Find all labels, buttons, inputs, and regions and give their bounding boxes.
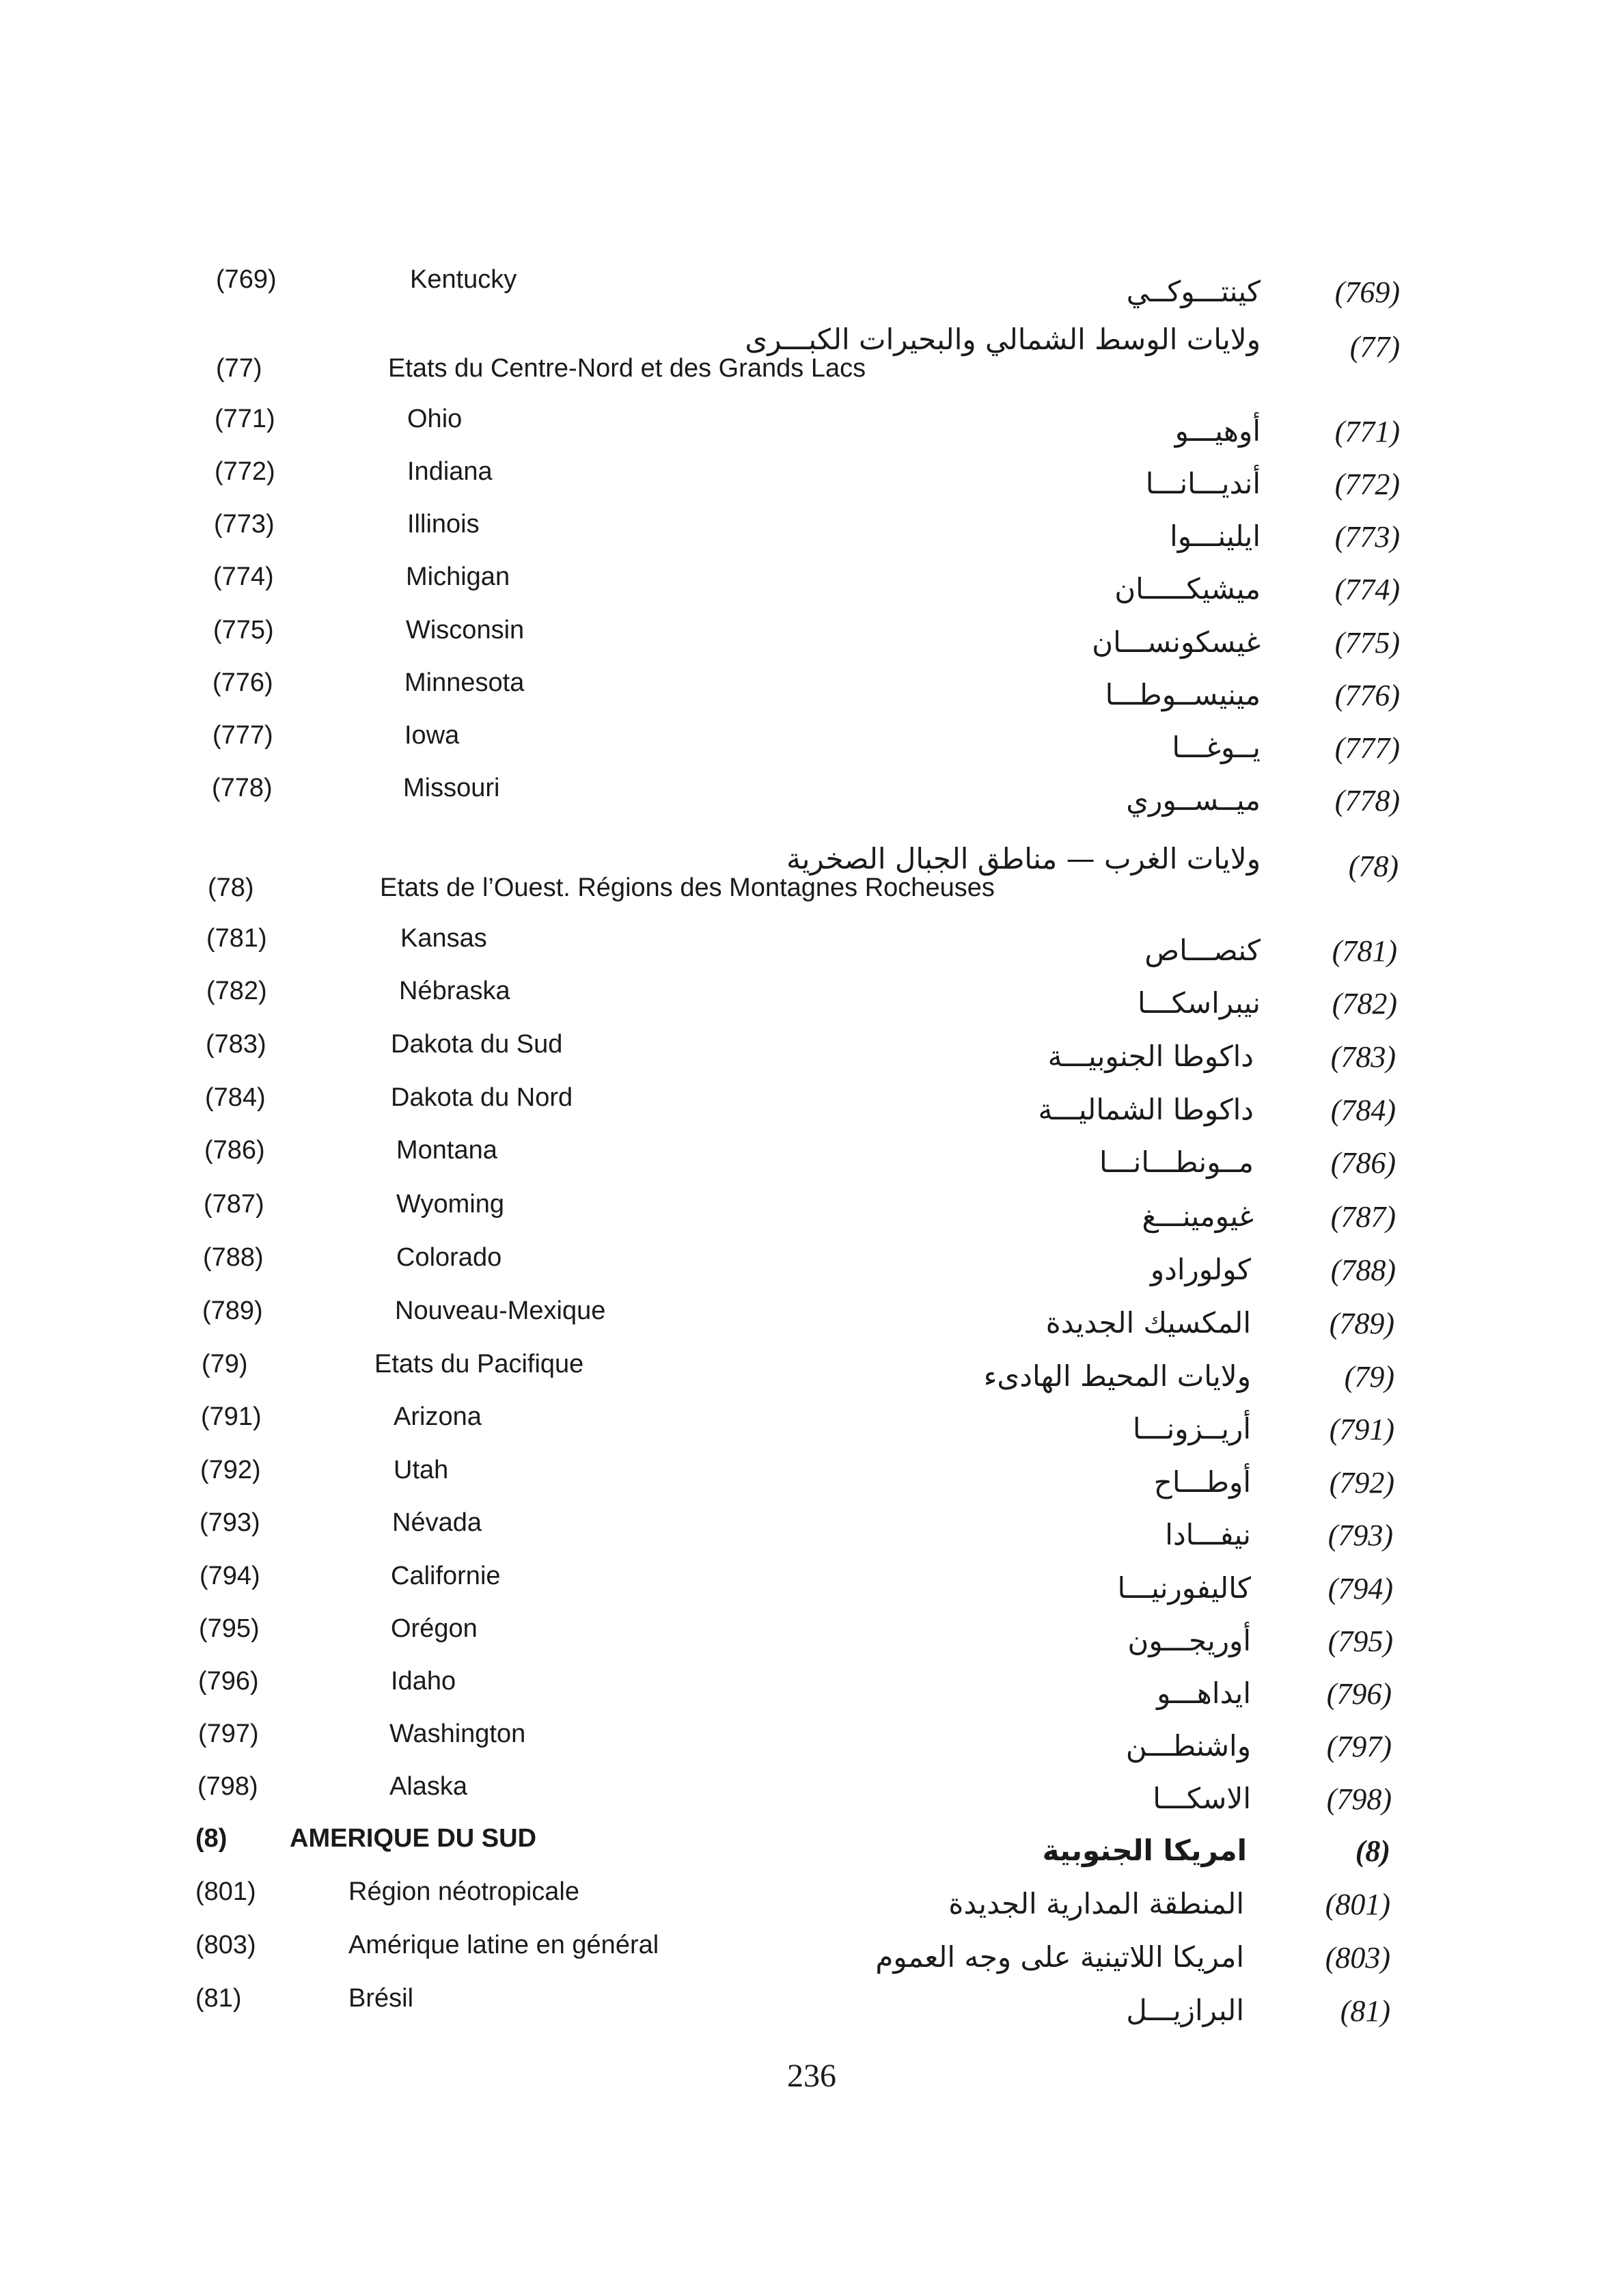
code-left: (78) — [208, 873, 254, 902]
name-french: Indiana — [407, 457, 493, 486]
code-right: (786) — [1330, 1146, 1396, 1180]
list-item — [0, 510, 1624, 565]
name-french: Wyoming — [396, 1190, 505, 1219]
code-right: (798) — [1326, 1782, 1392, 1816]
code-left: (8) — [195, 1824, 228, 1853]
code-left: (787) — [204, 1190, 264, 1219]
code-right: (79) — [1344, 1360, 1394, 1393]
list-item — [0, 1350, 1624, 1404]
code-left: (795) — [199, 1614, 260, 1643]
name-arabic: أوريجـــون — [1127, 1624, 1251, 1657]
name-arabic: ايلينـــوا — [1170, 519, 1261, 553]
code-left: (783) — [206, 1030, 266, 1059]
code-right: (774) — [1334, 573, 1400, 606]
code-left: (781) — [206, 924, 267, 953]
list-item — [0, 457, 1624, 512]
name-arabic: أنديـــانـــا — [1145, 467, 1261, 500]
name-arabic: البرازيـــل — [1126, 1994, 1244, 2027]
list-item — [0, 265, 1624, 320]
list-item — [0, 1030, 1624, 1085]
name-french: Montana — [396, 1136, 497, 1165]
code-right: (791) — [1329, 1413, 1394, 1446]
name-french: Minnesota — [404, 668, 525, 697]
name-arabic: غيسكونســـان — [1092, 625, 1261, 659]
code-right: (78) — [1348, 849, 1399, 883]
name-french: Névada — [392, 1508, 482, 1537]
name-arabic: كينتـــوكــي — [1126, 275, 1261, 308]
code-right: (776) — [1334, 679, 1400, 712]
code-right: (777) — [1334, 731, 1400, 765]
list-item — [0, 323, 1624, 409]
name-arabic: داكوطا الشماليـــة — [1038, 1093, 1254, 1126]
name-arabic: يــوغـــا — [1172, 731, 1261, 764]
code-left: (777) — [212, 721, 273, 750]
name-french: Illinois — [407, 510, 480, 539]
code-right: (783) — [1330, 1040, 1396, 1074]
code-left: (789) — [202, 1296, 263, 1325]
code-right: (775) — [1334, 626, 1400, 660]
name-arabic: نيبراسكـــا — [1138, 986, 1261, 1020]
list-item — [0, 924, 1624, 979]
name-arabic: ولايات المحيط الهادىء — [983, 1359, 1251, 1393]
list-item — [0, 977, 1624, 1031]
name-arabic: ميشيكـــــان — [1114, 572, 1261, 606]
name-arabic: كاليفورنيـــا — [1117, 1571, 1251, 1605]
list-item — [0, 1931, 1624, 1985]
code-right: (781) — [1332, 934, 1397, 968]
name-french: Dakota du Nord — [391, 1083, 573, 1112]
name-arabic: نيفـــادا — [1165, 1518, 1251, 1551]
code-right: (8) — [1355, 1834, 1390, 1868]
name-french: Arizona — [394, 1402, 482, 1431]
list-item — [0, 1719, 1624, 1774]
code-right: (77) — [1349, 330, 1400, 364]
name-french: Nébraska — [399, 977, 510, 1005]
name-french: Région néotropicale — [348, 1877, 580, 1906]
name-arabic: ولايات الوسط الشمالي والبحيرات الكبـــرى — [745, 323, 1261, 356]
list-item — [0, 1243, 1624, 1298]
code-left: (77) — [216, 354, 262, 383]
code-left: (786) — [204, 1136, 265, 1165]
code-left: (773) — [214, 510, 275, 539]
code-left: (796) — [198, 1667, 259, 1696]
code-left: (81) — [195, 1984, 242, 2013]
name-arabic: الاسكـــا — [1153, 1782, 1251, 1815]
code-right: (794) — [1327, 1572, 1393, 1605]
list-item — [0, 1772, 1624, 1827]
code-right: (772) — [1334, 467, 1400, 501]
list-item — [0, 1456, 1624, 1510]
code-right: (778) — [1334, 784, 1400, 817]
name-french: Washington — [389, 1719, 526, 1748]
code-right: (769) — [1334, 275, 1400, 309]
name-french: Idaho — [391, 1667, 456, 1696]
name-french: Etats du Centre-Nord et des Grands Lacs — [388, 354, 866, 383]
code-left: (775) — [213, 616, 274, 644]
name-french: Iowa — [404, 721, 460, 750]
code-left: (801) — [195, 1877, 256, 1906]
code-right: (771) — [1334, 415, 1400, 448]
name-arabic: مــونطـــانـــا — [1099, 1145, 1254, 1179]
list-item — [0, 1984, 1624, 2039]
list-item — [0, 1402, 1624, 1457]
list-item — [0, 721, 1624, 776]
code-right: (782) — [1332, 987, 1397, 1020]
code-right: (784) — [1330, 1093, 1396, 1127]
name-arabic: أوطـــاح — [1153, 1465, 1251, 1499]
name-arabic: المكسيك الجديدة — [1045, 1306, 1251, 1340]
list-item — [0, 1296, 1624, 1351]
name-french: Californie — [391, 1562, 501, 1590]
name-french: Etats de l’Ouest. Régions des Montagnes Rocheuses — [380, 873, 995, 902]
code-right: (793) — [1327, 1519, 1393, 1552]
code-right: (803) — [1325, 1941, 1390, 1974]
name-arabic: كنصـــاص — [1144, 934, 1261, 967]
code-left: (792) — [200, 1456, 261, 1484]
code-left: (769) — [216, 265, 277, 294]
code-left: (791) — [201, 1402, 262, 1431]
code-right: (789) — [1329, 1307, 1394, 1340]
code-right: (81) — [1340, 1994, 1390, 2028]
list-item — [0, 1083, 1624, 1138]
name-french: Michigan — [406, 562, 510, 591]
name-arabic: أوهيـــو — [1174, 414, 1261, 448]
code-left: (798) — [197, 1772, 258, 1801]
code-left: (771) — [215, 405, 275, 433]
name-french: Utah — [394, 1456, 449, 1484]
name-arabic: واشنطـــن — [1125, 1729, 1251, 1763]
list-item — [0, 1667, 1624, 1722]
section-heading — [0, 1824, 1624, 1879]
code-left: (794) — [199, 1562, 260, 1590]
list-item — [0, 1136, 1624, 1191]
name-french: Missouri — [403, 774, 500, 802]
list-item — [0, 1562, 1624, 1616]
name-french: Colorado — [396, 1243, 502, 1272]
list-item — [0, 668, 1624, 723]
list-item — [0, 1190, 1624, 1245]
list-item — [0, 1508, 1624, 1563]
code-left: (797) — [198, 1719, 259, 1748]
code-right: (788) — [1330, 1253, 1396, 1287]
list-item — [0, 1614, 1624, 1669]
list-item — [0, 842, 1624, 928]
name-french: AMERIQUE DU SUD — [290, 1824, 537, 1853]
name-french: Ohio — [407, 405, 463, 433]
name-french: Orégon — [391, 1614, 478, 1643]
list-item — [0, 562, 1624, 617]
name-french: Wisconsin — [406, 616, 525, 644]
page-number: 236 — [787, 2058, 836, 2094]
code-left: (79) — [202, 1350, 248, 1378]
name-arabic: المنطقة المدارية الجديدة — [948, 1887, 1244, 1920]
code-left: (784) — [205, 1083, 266, 1112]
name-arabic: غيومينـــغ — [1142, 1199, 1254, 1233]
code-right: (787) — [1330, 1200, 1396, 1234]
code-right: (795) — [1327, 1624, 1393, 1658]
code-right: (801) — [1325, 1888, 1390, 1921]
list-item — [0, 616, 1624, 670]
name-french: Brésil — [348, 1984, 414, 2013]
name-arabic: مينيســوطـــا — [1105, 678, 1261, 711]
code-right: (797) — [1326, 1730, 1392, 1763]
name-arabic: ميــســوري — [1126, 783, 1261, 817]
list-item — [0, 405, 1624, 459]
name-arabic: ايداهـــو — [1157, 1676, 1251, 1710]
code-left: (788) — [203, 1243, 264, 1272]
name-french: Dakota du Sud — [391, 1030, 563, 1059]
code-right: (796) — [1326, 1677, 1392, 1711]
name-arabic: كولورادو — [1150, 1253, 1251, 1286]
name-arabic: ولايات الغرب — مناطق الجبال الصخرية — [786, 842, 1261, 875]
code-left: (774) — [213, 562, 274, 591]
code-right: (792) — [1329, 1466, 1394, 1499]
name-french: Alaska — [389, 1772, 468, 1801]
code-left: (778) — [212, 774, 273, 802]
name-french: Amérique latine en général — [348, 1931, 659, 1959]
code-left: (803) — [195, 1931, 256, 1959]
name-arabic: امريكا الجنوبية — [1042, 1834, 1247, 1867]
code-left: (776) — [212, 668, 273, 697]
code-right: (773) — [1334, 520, 1400, 554]
code-left: (782) — [206, 977, 267, 1005]
name-arabic: أريــزونـــا — [1132, 1412, 1251, 1445]
name-french: Etats du Pacifique — [374, 1350, 584, 1378]
code-left: (793) — [199, 1508, 260, 1537]
name-arabic: داكوطا الجنوبيـــة — [1047, 1039, 1254, 1073]
name-french: Kansas — [400, 924, 487, 953]
list-item — [0, 774, 1624, 828]
code-left: (772) — [215, 457, 275, 486]
list-item — [0, 1877, 1624, 1932]
name-arabic: امريكا اللاتينية على وجه العموم — [875, 1940, 1244, 1974]
name-french: Kentucky — [410, 265, 517, 294]
name-french: Nouveau-Mexique — [395, 1296, 606, 1325]
